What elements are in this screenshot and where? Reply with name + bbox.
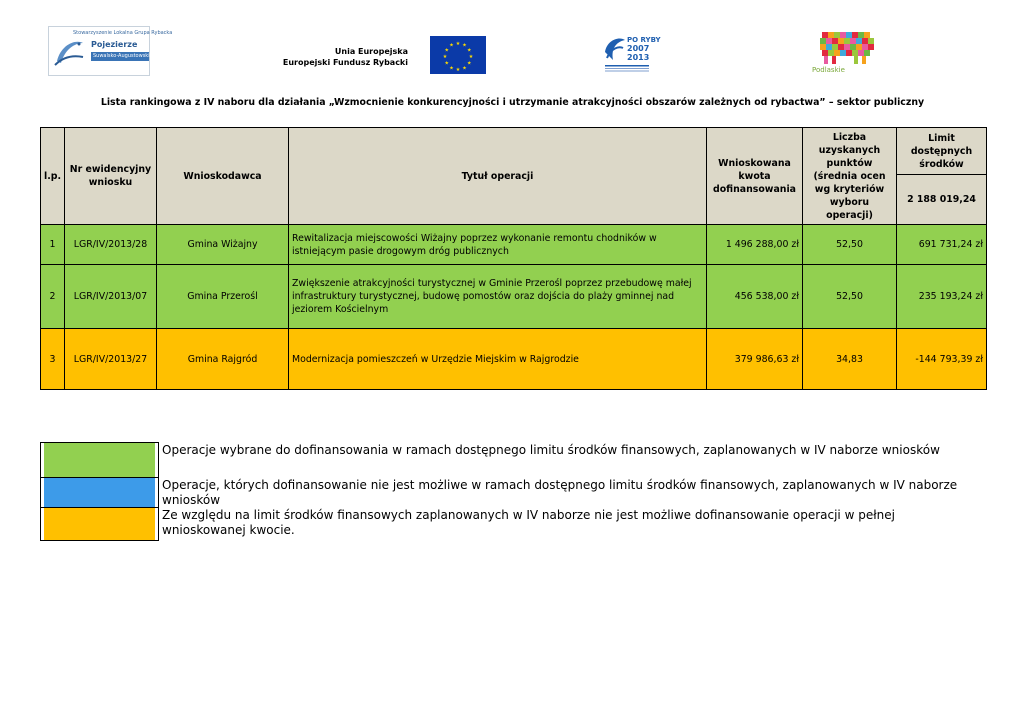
table-row [41, 265, 987, 329]
cell-nr: LGR/IV/2013/28 [65, 225, 157, 265]
cell-tytul: Modernizacja pomieszczeń w Urzędzie Miejskim w Rajgrodzie [289, 329, 707, 390]
eu-caption [270, 46, 408, 68]
cell-wnioskodawca: Gmina Wiżajny [157, 225, 289, 265]
header-limit: Limit dostępnych środków [897, 128, 987, 175]
cell-kwota: 456 538,00 zł [707, 265, 803, 329]
legend-text-green: Operacje wybrane do dofinansowania w ramach dostępnego limitu środków finansowych, zaplanowanych w IV naborze wniosków [162, 442, 940, 457]
legend-item-blue [41, 478, 985, 508]
header-wnioskodawca: Wnioskodawca [157, 128, 289, 225]
header-kwota: Wnioskowana kwota dofinansowania [707, 128, 803, 225]
ranking-table [40, 127, 987, 390]
cell-limit: -144 793,39 zł [897, 329, 987, 390]
svg-text:★: ★ [455, 41, 461, 47]
legend-swatch-blue [41, 478, 159, 508]
ryby-line2: 2007 [627, 44, 650, 53]
header-lp: l.p. [41, 128, 65, 225]
podlaskie-logo [812, 30, 882, 74]
cell-punkty: 34,83 [803, 329, 897, 390]
cell-wnioskodawca: Gmina Przerośl [157, 265, 289, 329]
lgr-logo-line1: Stowarzyszenie Lokalna Grupa Rybacka [73, 30, 173, 36]
cell-lp: 1 [41, 225, 65, 265]
svg-text:★: ★ [442, 54, 448, 60]
lgr-logo [48, 26, 173, 76]
legend-swatch-green [41, 443, 159, 478]
eu-flag-icon [430, 36, 486, 74]
cell-kwota: 379 986,63 zł [707, 329, 803, 390]
svg-text:★: ★ [449, 42, 454, 49]
table-header-row [41, 128, 987, 175]
cell-punkty: 52,50 [803, 225, 897, 265]
svg-text:★: ★ [462, 42, 467, 49]
legend-item-green [41, 443, 985, 478]
svg-text:★: ★ [462, 65, 467, 72]
eu-caption-line2: Europejski Fundusz Rybacki [282, 58, 408, 67]
svg-text:★: ★ [455, 67, 461, 73]
fish-icon [53, 35, 87, 69]
lgr-logo-line2: Pojezierze [91, 40, 138, 49]
svg-text:★: ★ [449, 65, 454, 72]
cell-limit: 691 731,24 zł [897, 225, 987, 265]
cell-lp: 3 [41, 329, 65, 390]
ryby-line1: PO RYBY [627, 36, 661, 44]
cell-tytul: Rewitalizacja miejscowości Wiżajny poprzez wykonanie remontu chodników w istniejącym pasie drogowym dróg publicznych [289, 225, 707, 265]
table-row [41, 329, 987, 390]
cell-nr: LGR/IV/2013/07 [65, 265, 157, 329]
po-ryby-logo [603, 34, 661, 74]
cell-wnioskodawca: Gmina Rajgród [157, 329, 289, 390]
cell-limit: 235 193,24 zł [897, 265, 987, 329]
svg-text:★: ★ [444, 60, 449, 67]
legend [40, 442, 985, 541]
header-limit-value: 2 188 019,24 [897, 175, 987, 225]
svg-text:★: ★ [467, 60, 472, 67]
header-nr: Nr ewidencyjny wniosku [65, 128, 157, 225]
cell-lp: 2 [41, 265, 65, 329]
legend-item-orange [41, 508, 985, 541]
svg-text:★: ★ [468, 54, 474, 60]
legend-swatch-orange [41, 508, 159, 541]
cell-kwota: 1 496 288,00 zł [707, 225, 803, 265]
legend-text-orange: Ze względu na limit środków finansowych zaplanowanych w IV naborze nie jest możliwe dofinansowanie operacji w pełnej wnioskowanej kwocie. [162, 507, 895, 537]
header-punkty: Liczba uzyskanych punktów (średnia ocen wg kryteriów wyboru operacji) [803, 128, 897, 225]
legend-text-blue: Operacje, których dofinansowanie nie jest możliwe w ramach dostępnego limitu środków finansowych, zaplanowanych w IV naborze wniosków [162, 477, 958, 507]
header-tytul: Tytuł operacji [289, 128, 707, 225]
svg-text:★: ★ [467, 47, 472, 54]
table-row [41, 225, 987, 265]
svg-text:★: ★ [444, 47, 449, 54]
cell-nr: LGR/IV/2013/27 [65, 329, 157, 390]
podlaskie-label: Podlaskie [812, 66, 845, 74]
cell-tytul: Zwiększenie atrakcyjności turystycznej w Gminie Przerośl poprzez przebudowę małej infrastruktury turystycznej, budowę pomostów oraz dojścia do plaży gminnej nad jeziorem Kościelnym [289, 265, 707, 329]
cell-punkty: 52,50 [803, 265, 897, 329]
eu-caption-line1: Unia Europejska [334, 47, 408, 56]
bison-mosaic-icon [820, 32, 874, 64]
lgr-logo-line3: Suwalsko-Augustowskie [93, 53, 153, 59]
ryby-line3: 2013 [627, 53, 650, 62]
page-title: Lista rankingowa z IV naboru dla działania „Wzmocnienie konkurencyjności i utrzymanie atrakcyjności obszarów zależnych od rybactwa” – sektor publiczny [100, 97, 925, 108]
